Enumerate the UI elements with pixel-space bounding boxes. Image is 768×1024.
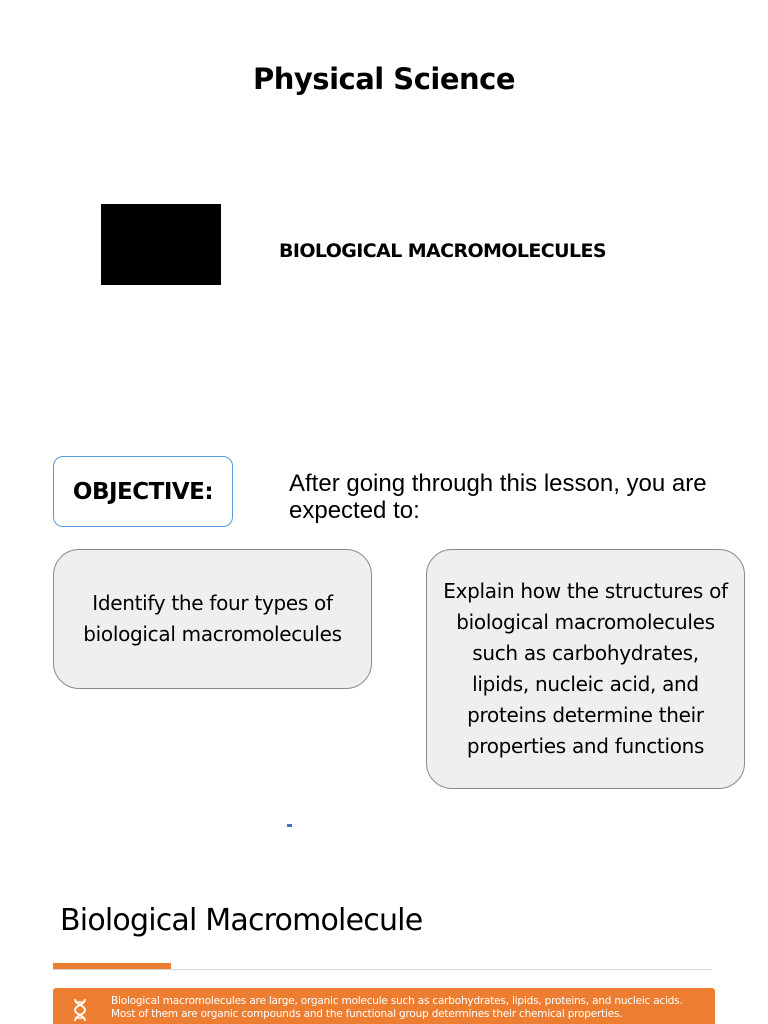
banner-text: Biological macromolecules are large, organic molecule such as carbohydrates, lipids, proteins, and nucleic acids. Most of them are organic compounds and the functional group determines their chemical properties. <box>111 995 683 1020</box>
objective-label: OBJECTIVE: <box>72 478 214 505</box>
objective-card-1 <box>53 549 372 689</box>
heading-divider <box>53 969 712 970</box>
redacted-image <box>101 204 221 285</box>
stray-mark <box>287 824 292 827</box>
objective-label-box <box>53 456 233 527</box>
objective-item-2: Explain how the structures of biological macromolecules such as carbohydrates, lipids, nucleic acid, and proteins determine their properties and functions <box>443 579 728 758</box>
dna-icon <box>73 998 87 1022</box>
section-heading: Biological Macromolecule <box>60 903 423 938</box>
page-title: Physical Science <box>253 62 515 96</box>
objective-lead-text: After going through this lesson, you are expected to: <box>289 470 707 524</box>
objective-card-2 <box>426 549 745 789</box>
heading-accent-bar <box>53 963 171 969</box>
objective-item-1: Identify the four types of biological macromolecules <box>83 591 342 646</box>
info-banner <box>53 988 715 1024</box>
lesson-title: BIOLOGICAL MACROMOLECULES <box>279 240 606 262</box>
